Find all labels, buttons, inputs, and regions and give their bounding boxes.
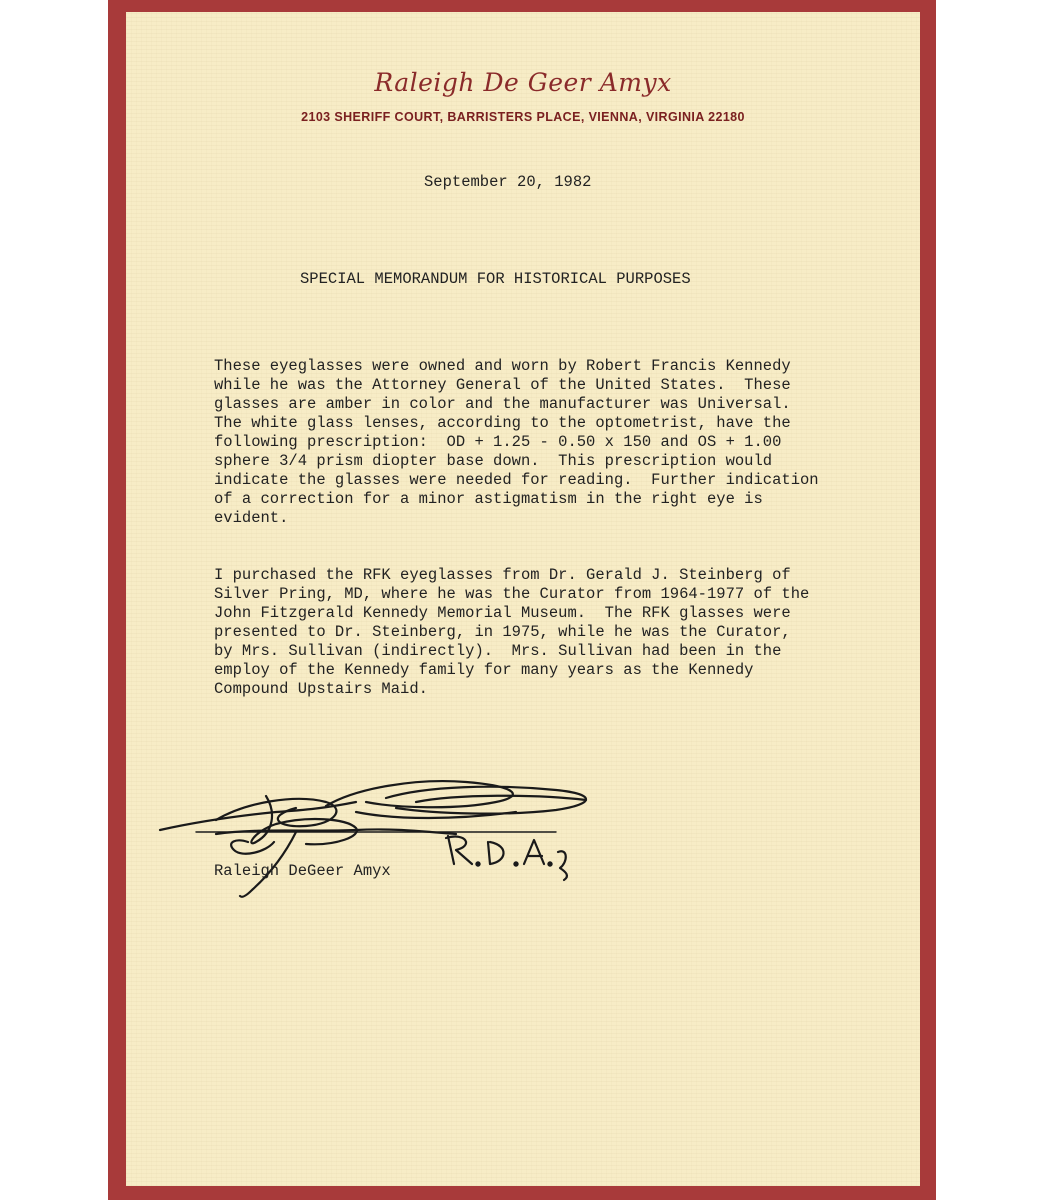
paragraph-2-line: I purchased the RFK eyeglasses from Dr. Gerald J. Steinberg of	[214, 566, 791, 584]
handwritten-signature	[156, 772, 616, 912]
paragraph-2-line: by Mrs. Sullivan (indirectly). Mrs. Sullivan had been in the	[214, 642, 782, 660]
letter-page	[126, 12, 920, 1186]
paragraph-2-line: John Fitzgerald Kennedy Memorial Museum. The RFK glasses were	[214, 604, 791, 622]
memo-title: SPECIAL MEMORANDUM FOR HISTORICAL PURPOSES	[300, 270, 691, 288]
paragraph-2-line: presented to Dr. Steinberg, in 1975, while he was the Curator,	[214, 623, 791, 641]
paragraph-1-line: The white glass lenses, according to the optometrist, have the	[214, 414, 791, 432]
paragraph-1-line: sphere 3/4 prism diopter base down. This prescription would	[214, 452, 773, 470]
paragraph-1-line: indicate the glasses were needed for reading. Further indication	[214, 471, 819, 489]
paragraph-2-line: Silver Pring, MD, where he was the Curator from 1964-1977 of the	[214, 585, 810, 603]
paragraph-2-line: employ of the Kennedy family for many years as the Kennedy	[214, 661, 754, 679]
paragraph-2-line: Compound Upstairs Maid.	[214, 680, 428, 698]
letterhead-name: Raleigh De Geer Amyx	[374, 68, 672, 97]
signer-name: Raleigh DeGeer Amyx	[214, 862, 391, 880]
paragraph-1-line: These eyeglasses were owned and worn by Robert Francis Kennedy	[214, 357, 791, 375]
paragraph-1	[214, 357, 854, 528]
signature-scribble	[156, 772, 616, 912]
paragraph-1-line: glasses are amber in color and the manufacturer was Universal.	[214, 395, 791, 413]
paragraph-1-line: evident.	[214, 509, 289, 527]
letter-date: September 20, 1982	[424, 173, 592, 191]
paragraph-1-line: of a correction for a minor astigmatism in the right eye is	[214, 490, 763, 508]
paragraph-2	[214, 566, 854, 699]
paragraph-1-line: following prescription: OD + 1.25 - 0.50 x 150 and OS + 1.00	[214, 433, 782, 451]
paragraph-1-line: while he was the Attorney General of the United States. These	[214, 376, 791, 394]
letterhead-address: 2103 SHERIFF COURT, BARRISTERS PLACE, VIENNA, VIRGINIA 22180	[301, 110, 745, 124]
